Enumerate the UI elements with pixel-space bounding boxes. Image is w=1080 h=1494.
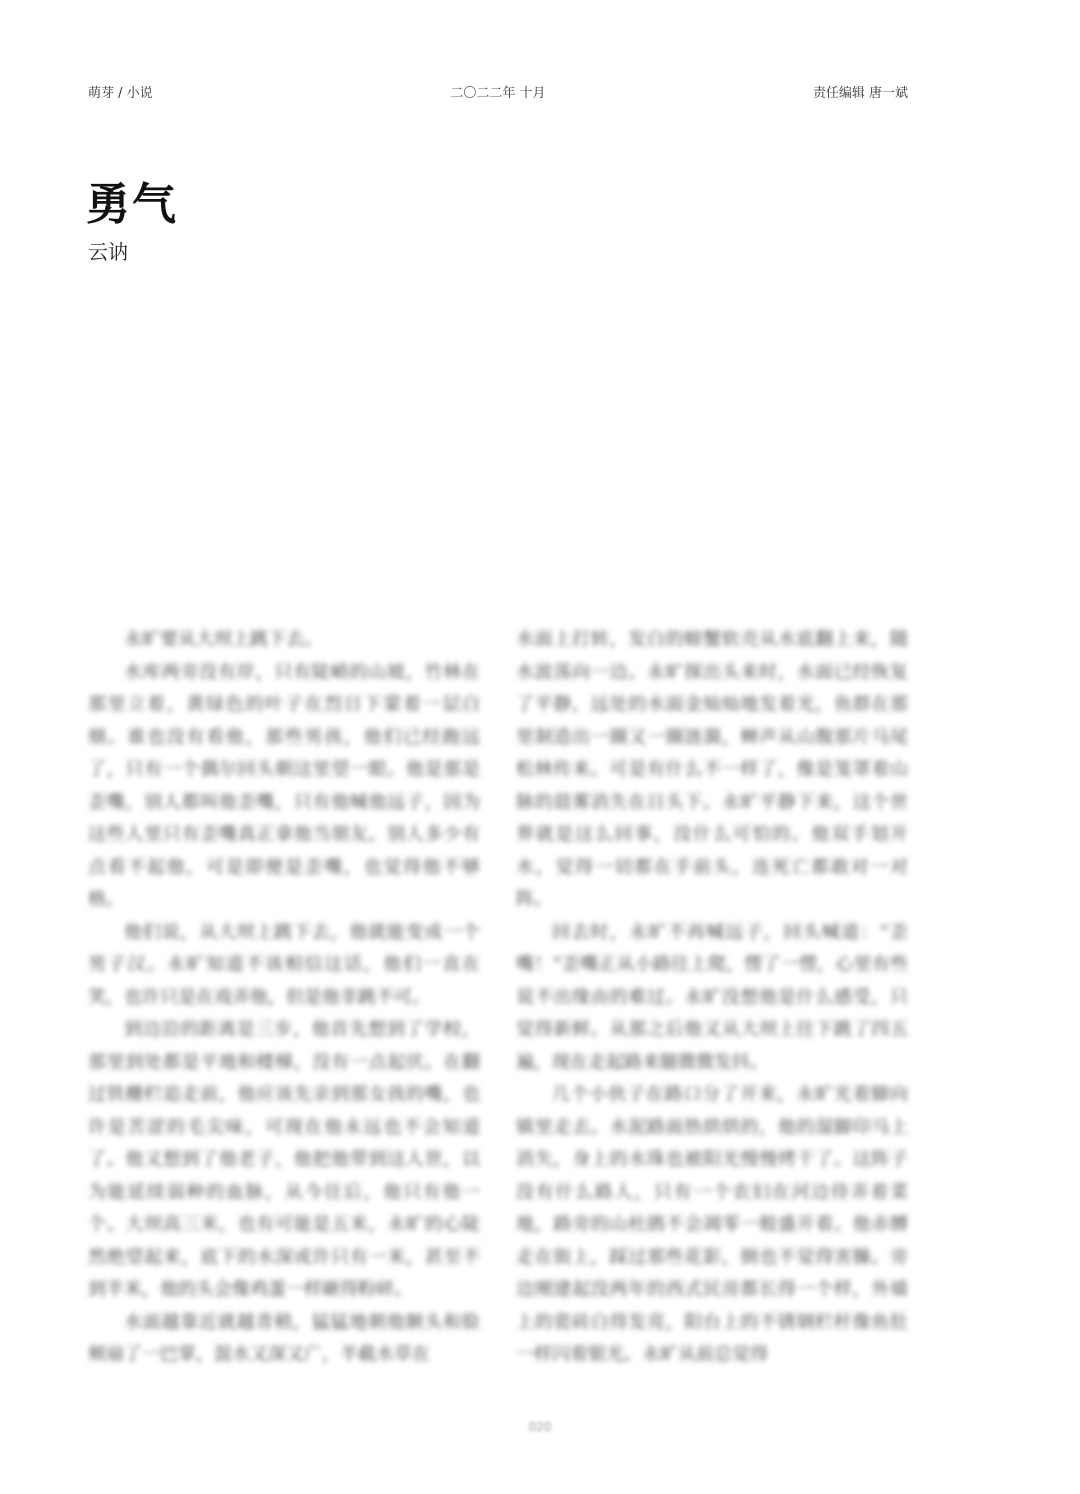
paragraph: 水面上打转，发白的螃蟹软壳从水底翻上来，随水波荡向一边。永旷探出头来时，水面已经恢复了平静，远处的水面金灿灿地发着光，鱼群在那里制造出一圈又一圈涟漪，蝉声从山腹那片马尾松林传来。可是有什么不一样了，像是笼罩着山脉的晨雾消失在日头下。永旷平静下来，这个世界就是这么回事，没什么可怕的。他双手划开水，觉得一切都在手前头，连死亡都敢对一对阵。 xyxy=(516,629,908,910)
paragraph: 水库两旁没有岸，只有陡峭的山坡，竹林在那里立着，黄绿色的叶子在烈日下蒙着一层白烟。谁也没有看他，那些男孩，他们已经跑远了，只有一个偶尔回头朝这里望一眼。他是那是歪嘴，别人都叫他歪嘴，只有他喊他远子，因为这些人里只有歪嘴真正拿他当朋友。别人多少有点看不起他，可是即便是歪嘴，也觉得他不够格。 xyxy=(88,661,480,910)
right-column xyxy=(516,624,908,1364)
paragraph: 回去时，永旷不再喊远子，回头喊道：“歪嘴！”歪嘴正从小路往上爬，愣了一愣，心里有些说不出缘由的难过。永旷没想他是什么感受，只觉得新鲜。从那之后他又从大坝上往下跳了四五遍，现在走起路来腿微微发抖。 xyxy=(516,921,908,1073)
article-body xyxy=(88,624,908,1364)
header-date: 二〇二二年 十月 xyxy=(450,86,546,101)
article-author: 云讷 xyxy=(88,240,128,264)
running-header xyxy=(88,82,908,104)
article-title: 勇气 xyxy=(86,179,178,230)
page-number: 020 xyxy=(528,1420,552,1434)
paragraph: 到边沿的距离是三步，他首先想到了学校，那里到处都是平地和楼梯，没有一点起伏。在翻过铁栅栏追走前，他应该先亲到那女孩的嘴，也许是苦涩的毛尖味，可现在他永远也不会知道了。他又想到了他老子，他把他带到这人世，以为能延续弱种的血脉，从今往后，他只有他一个。大坝高三米，也有可能是五米，永旷的心陡然绝望起来，底下的水深或许只有一米，甚至不到半米，他的头会像鸡蛋一样砸得粉碎。 xyxy=(88,1019,480,1300)
paragraph: 几个小伙子在路口分了开来，永旷光着脚向镇里走去。水泥路面热烘烘的，他的湿脚印马上消失，身上的水珠也被阳光慢慢烤干了。这阵子没有什么路人，只有一个农妇在河边侍弄着菜地，路旁的山杜鹃不会凋零一般盛开着。他赤膊走在街上，踩过那些花影，倒也不觉得害臊。旁边刚建起没两年的西式民房都长得一个样，外墙上的瓷砖白得发亮，阳台上的不锈钢栏杆像鱼肚一样闪着银光。永旷从前总觉得 xyxy=(516,1084,908,1364)
paragraph: 水面越靠近就越青稍，猛猛地朝他额头和脸颊扇了一巴掌，混水又深又广，半截水草在 xyxy=(88,1311,480,1364)
header-editor: 责任编辑 唐一斌 xyxy=(812,86,908,101)
paragraph: 永旷要从大坝上跳下去。 xyxy=(124,629,322,650)
paragraph: 他们说，从大坝上跳下去，他就能变成一个男子汉。永旷知道不该相信这话，他们一直在笑，也许只是在戏弄他，但是他非跳不可。 xyxy=(88,921,480,1008)
header-section: 萌芽 / 小说 xyxy=(88,86,153,101)
left-column xyxy=(88,624,480,1364)
